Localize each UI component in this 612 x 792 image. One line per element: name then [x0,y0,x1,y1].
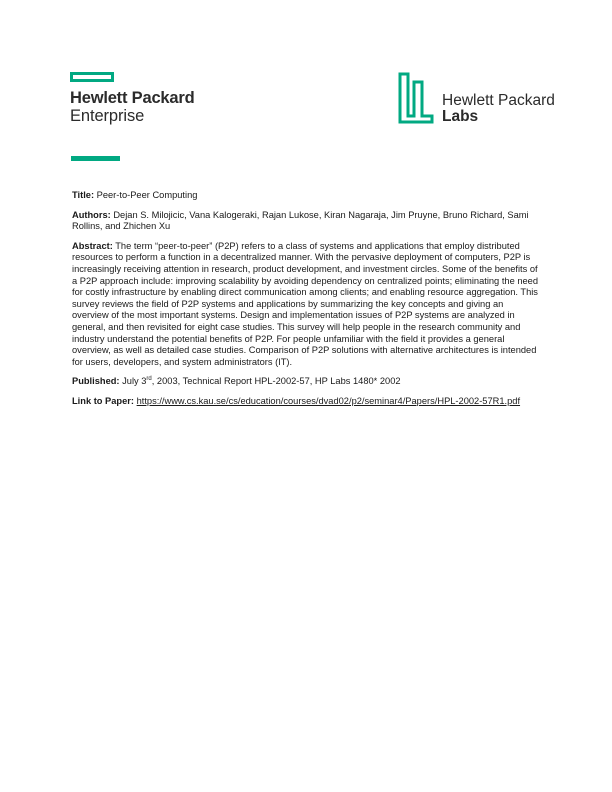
hpe-logo [70,72,200,126]
hp-labs-logo-line2: Labs [442,108,479,125]
hpe-logo-bar-icon [70,72,114,82]
link-field [72,396,542,408]
hp-labs-mark-icon [398,72,434,124]
hpe-logo-line1: Hewlett Packard [70,89,195,107]
authors-value: Dejan S. Milojicic, Vana Kalogeraki, Rajan Lukose, Kiran Nagaraja, Jim Pruyne, Bruno Richard, Sami Rollins, and Zhichen Xu [72,209,529,232]
accent-bar [71,156,120,161]
published-details: , 2003, Technical Report HPL-2002-57, HP Labs 1480* 2002 [151,376,401,387]
abstract-label: Abstract: [72,240,113,251]
title-field [72,190,542,202]
authors-field [72,210,542,233]
hp-labs-logo-line1: Hewlett Packard [442,92,555,109]
link-label: Link to Paper: [72,395,134,406]
abstract-value: The term “peer-to-peer” (P2P) refers to a class of systems and applications that employ distributed resources to perform a function in a decentralized manner. With the pervasive deployment of computers, P2P is increasingly receiving attention in research, product development, and investment circles. Some of the benefits of a P2P approach include: improving scalability by avoiding dependency on centralized points; eliminating the need for costly infrastructure by enabling direct communication among clients; and enabling resource aggregation. This survey reviews the field of P2P systems and applications by summarizing the key concepts and giving an overview of the most important systems. Design and implementation issues of P2P systems are analyzed in general, and then revisited for eight case studies. This survey will help people in the research community and industry understand the potential benefits of P2P. For people unfamiliar with the field it provides a general overview, as well as detailed case studies. Comparison of P2P solutions with alternative architectures is intended for users, developers, and system administrators (IT). [72,240,539,367]
title-value: Peer-to-Peer Computing [96,190,198,200]
title-label: Title: [72,190,95,200]
published-date-suffix: rd [146,376,152,383]
hpe-logo-line2: Enterprise [70,107,145,125]
published-date: July 3 [122,376,147,387]
abstract-field [72,241,542,369]
authors-label: Authors: [72,209,111,220]
published-label: Published: [72,376,120,387]
document-body [72,190,542,416]
hp-labs-logo [398,72,568,126]
paper-link[interactable]: https://www.cs.kau.se/cs/education/courses/dvad02/p2/seminar4/Papers/HPL-2002-57R1.pdf [136,395,521,406]
published-field [72,376,542,388]
